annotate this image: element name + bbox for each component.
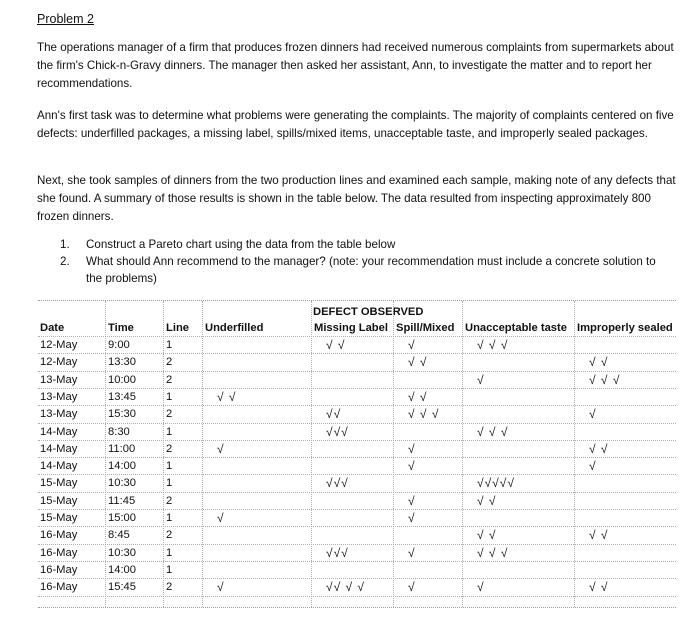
cell-improperly-sealed (589, 475, 674, 492)
cell-time: 10:00 (108, 373, 136, 386)
cell-date: 16-May (40, 546, 78, 559)
cell-underfilled (217, 458, 311, 475)
column-header-time: Time (108, 322, 134, 334)
cell-missing-label (326, 354, 394, 371)
cell-date: 15-May (40, 494, 78, 507)
cell-line: 1 (166, 546, 173, 559)
cell-line: 2 (166, 529, 173, 542)
cell-spill-mixed: √ (408, 338, 416, 352)
row-divider (38, 596, 676, 597)
cell-underfilled: √ (217, 580, 225, 595)
defects-paragraph: Ann's first task was to determine what problems were generating the complaints. The majority of complaints centered on five defects: underfilled packages, a missing label, spills/mixed items, unacceptable taste, and improperly sealed packages. (37, 109, 674, 140)
cell-improperly-sealed: √ √ (589, 441, 609, 456)
cell-missing-label: √√√ (326, 424, 349, 439)
cell-underfilled (217, 406, 311, 423)
cell-unacceptable-taste: √ √ (477, 528, 497, 543)
cell-unacceptable-taste: √ √ √ (477, 338, 509, 352)
cell-time: 13:45 (108, 390, 136, 403)
sampling-paragraph: Next, she took samples of dinners from the two production lines and examined each sample, making note of any defects that she found. A summary of those results is shown in the table below. The data resulted from inspecting approximately 800 frozen dinners. (37, 174, 676, 223)
cell-time: 14:00 (108, 460, 136, 473)
cell-unacceptable-taste (477, 510, 575, 527)
cell-date: 13-May (40, 373, 78, 386)
cell-unacceptable-taste: √ (477, 580, 485, 595)
cell-date: 14-May (40, 442, 78, 455)
cell-unacceptable-taste (477, 562, 575, 579)
column-header-improperly-sealed: Improperly sealed (577, 322, 673, 334)
task-item (60, 236, 670, 253)
cell-missing-label (326, 510, 394, 527)
cell-improperly-sealed: √ (589, 459, 597, 474)
cell-underfilled: √ (217, 441, 225, 456)
cell-unacceptable-taste (477, 354, 575, 371)
cell-spill-mixed (408, 475, 464, 492)
cell-improperly-sealed (589, 389, 674, 406)
cell-improperly-sealed: √ (589, 407, 597, 422)
task-item (60, 253, 670, 287)
defect-table (38, 300, 676, 608)
cell-unacceptable-taste: √ √ √ (477, 545, 509, 560)
cell-improperly-sealed (589, 562, 674, 579)
cell-date: 15-May (40, 477, 78, 490)
cell-line: 1 (166, 460, 173, 473)
cell-time: 11:45 (108, 494, 136, 507)
cell-underfilled (217, 562, 311, 579)
cell-date: 13-May (40, 408, 78, 421)
cell-date: 12-May (40, 339, 78, 351)
cell-spill-mixed: √ (408, 511, 416, 525)
cell-spill-mixed: √ (408, 545, 416, 560)
cell-spill-mixed: √ √ √ (408, 407, 440, 422)
cell-time: 8:45 (108, 529, 130, 542)
task-number: 2. (60, 255, 70, 268)
cell-unacceptable-taste: √ √ √ (477, 424, 509, 439)
cell-time: 8:30 (108, 425, 130, 438)
intro-paragraph: The operations manager of a firm that produces frozen dinners had received numerous complaints from supermarkets about the firm's Chick-n-Gravy dinners. The manager then asked her assistant, Ann, to investigate the matter and to report her recommendations. (37, 41, 674, 90)
cell-missing-label (326, 562, 394, 579)
cell-spill-mixed: √ (408, 493, 416, 508)
cell-line: 2 (166, 373, 173, 386)
cell-underfilled (217, 337, 311, 354)
cell-spill-mixed: √ (408, 580, 416, 595)
task-text: Construct a Pareto chart using the data from the table below (86, 238, 396, 251)
cell-unacceptable-taste: √√√√√ (477, 476, 515, 491)
cell-line: 1 (166, 512, 173, 524)
cell-improperly-sealed (589, 493, 674, 510)
cell-underfilled (217, 545, 311, 562)
cell-improperly-sealed: √ √ (589, 355, 609, 370)
cell-spill-mixed: √ (408, 459, 416, 474)
cell-spill-mixed: √ √ (408, 389, 428, 404)
cell-date: 16-May (40, 529, 78, 542)
cell-missing-label: √ √ (326, 338, 346, 352)
column-header-missing-label: Missing Label (314, 322, 388, 334)
problem-heading: Problem 2 (37, 12, 94, 26)
cell-underfilled (217, 354, 311, 371)
cell-underfilled (217, 493, 311, 510)
cell-time: 13:30 (108, 356, 136, 369)
cell-line: 1 (166, 563, 173, 576)
cell-time: 10:30 (108, 546, 136, 559)
cell-underfilled: √ (217, 511, 225, 525)
cell-improperly-sealed (589, 545, 674, 562)
cell-missing-label: √√√ (326, 476, 349, 491)
cell-missing-label (326, 372, 394, 389)
cell-spill-mixed (408, 424, 464, 441)
cell-line: 2 (166, 442, 173, 455)
cell-line: 2 (166, 408, 173, 421)
cell-date: 12-May (40, 356, 78, 369)
cell-missing-label (326, 389, 394, 406)
task-number: 1. (60, 238, 70, 251)
cell-line: 2 (166, 356, 173, 369)
cell-missing-label (326, 493, 394, 510)
cell-time: 11:00 (108, 442, 136, 455)
cell-improperly-sealed (589, 424, 674, 441)
cell-unacceptable-taste: √ √ (477, 493, 497, 508)
cell-unacceptable-taste (477, 441, 575, 458)
cell-date: 16-May (40, 581, 78, 594)
cell-improperly-sealed (589, 510, 674, 527)
cell-improperly-sealed: √ √ √ (589, 372, 621, 387)
column-header-underfilled: Underfilled (205, 322, 264, 334)
cell-improperly-sealed: √ √ (589, 580, 609, 595)
cell-underfilled (217, 475, 311, 492)
cell-time: 10:30 (108, 477, 136, 490)
cell-underfilled (217, 527, 311, 544)
cell-date: 16-May (40, 563, 78, 576)
group-header: DEFECT OBSERVED (313, 306, 424, 318)
cell-date: 15-May (40, 512, 78, 524)
cell-line: 1 (166, 390, 173, 403)
cell-spill-mixed: √ √ (408, 355, 428, 370)
cell-line: 1 (166, 477, 173, 490)
cell-spill-mixed (408, 527, 464, 544)
cell-missing-label (326, 527, 394, 544)
cell-unacceptable-taste: √ (477, 372, 485, 387)
cell-underfilled: √ √ (217, 389, 237, 404)
cell-line: 1 (166, 339, 173, 351)
cell-spill-mixed (408, 372, 464, 389)
cell-improperly-sealed (589, 337, 674, 354)
cell-missing-label (326, 458, 394, 475)
column-header-line: Line (166, 322, 189, 334)
cell-spill-mixed: √ (408, 441, 416, 456)
cell-date: 14-May (40, 425, 78, 438)
cell-unacceptable-taste (477, 406, 575, 423)
task-list (60, 236, 670, 287)
cell-unacceptable-taste (477, 458, 575, 475)
cell-missing-label: √√ √ √ (326, 580, 366, 595)
task-text: What should Ann recommend to the manager? (note: your recommendation must include a concrete solution to the problems) (86, 255, 656, 285)
cell-spill-mixed (408, 562, 464, 579)
column-header-spill-mixed: Spill/Mixed (396, 322, 455, 334)
cell-date: 14-May (40, 460, 78, 473)
cell-underfilled (217, 424, 311, 441)
cell-missing-label: √√ (326, 407, 342, 422)
cell-time: 15:45 (108, 581, 136, 594)
cell-time: 14:00 (108, 563, 136, 576)
cell-date: 13-May (40, 390, 78, 403)
cell-missing-label: √√√ (326, 545, 349, 560)
cell-improperly-sealed: √ √ (589, 528, 609, 543)
cell-time: 15:30 (108, 408, 136, 421)
column-header-unacceptable-taste: Unacceptable taste (465, 322, 567, 334)
cell-line: 2 (166, 581, 173, 594)
column-header-date: Date (40, 322, 65, 334)
cell-time: 15:00 (108, 512, 136, 524)
cell-time: 9:00 (108, 339, 130, 351)
cell-line: 2 (166, 494, 173, 507)
cell-underfilled (217, 372, 311, 389)
cell-line: 1 (166, 425, 173, 438)
cell-missing-label (326, 441, 394, 458)
cell-unacceptable-taste (477, 389, 575, 406)
